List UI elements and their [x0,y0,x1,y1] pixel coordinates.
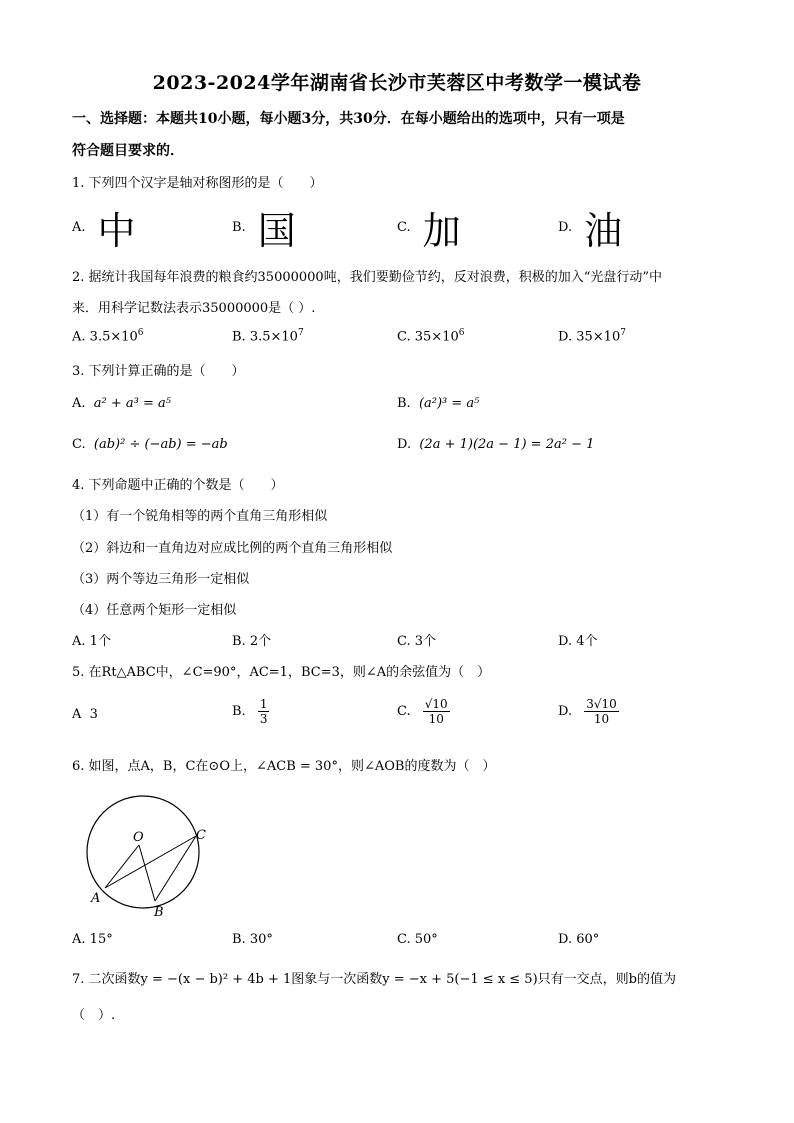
q6-stem: 6. 如图，点A，B，C在⊙O上，∠ACB = 30°，则∠AOB的度数为（ ） [72,759,496,774]
section-heading-line1: 一、选择题：本题共10小题，每小题3分，共30分．在每小题给出的选项中，只有一项是 [72,111,625,127]
segment-oa [105,845,139,888]
q1-stem: 1. 下列四个汉字是轴对称图形的是（ ） [72,176,323,191]
q4-stem: 4. 下列命题中正确的个数是（ ） [72,478,284,493]
q4-item-3: （3）两个等边三角形一定相似 [72,572,250,587]
q1-option-c-char: 加 [422,209,461,253]
q2-option-c: C. $35\times 10^6$ [397,328,465,345]
q3-option-b: B. (a²)³ = a⁵ [397,396,480,411]
q6-option-a: A. 15° [72,932,113,947]
q6-circle-figure [75,790,215,920]
q3-option-c: C. (ab)² ÷ (−ab) = −ab [72,437,228,452]
q2-option-b: B. $3.5\times 10^7$ [232,328,304,345]
page-title: 2023-2024学年湖南省长沙市芙蓉区中考数学一模试卷 [152,72,642,94]
q4-item-1: （1）有一个锐角相等的两个直角三角形相似 [72,509,328,524]
q5-option-b: B. $\frac{1}{3}$ [232,697,268,726]
q2-stem-line2: 来．用科学记数法表示35000000是（ ）. [72,301,316,316]
segment-bc [155,836,196,901]
segment-ac [105,836,196,888]
q4-option-c: C. 3个 [397,634,437,649]
q5-option-c: C. $\frac{√10}{10}$ [397,697,448,726]
label-a: A [91,891,101,906]
q4-item-2: （2）斜边和一直角边对应成比例的两个直角三角形相似 [72,541,393,556]
q2-stem-line1: 2. 据统计我国每年浪费的粮食约35000000吨，我们要勤俭节约，反对浪费，积极的加入“光盘行动”中 [72,270,662,285]
q3-option-a: A. a² + a³ = a⁵ [72,396,171,411]
q1-option-d-char: 油 [584,209,623,253]
q2-option-d: D. $35\times 10^7$ [558,328,626,345]
q5-option-a: A 3 [72,707,98,722]
label-c: C [196,828,206,843]
q6-option-b: B. 30° [232,932,273,947]
label-o: O [133,830,144,845]
q1-option-b-char: 国 [257,209,296,253]
q7-stem-line2: （ ）. [72,1008,116,1023]
q4-option-d: D. 4个 [558,634,598,649]
q2-option-a: A. $3.5\times 10^6$ [72,328,144,345]
section-heading-line2: 符合题目要求的． [72,143,184,159]
q1-option-a-char: 中 [97,209,136,253]
circle-o [87,796,199,908]
q5-option-d-fraction: $\frac{3√10}{10}$ [586,697,617,726]
q4-item-4: （4）任意两个矩形一定相似 [72,603,237,618]
segment-ob [139,845,155,901]
q5-option-c-fraction: $\frac{√10}{10}$ [424,697,448,726]
q1-option-d: D. 油 [558,209,623,253]
q1-option-c: C. 加 [397,209,461,253]
q7-stem-line1: 7. 二次函数y = −(x − b)² + 4b + 1图象与一次函数y = −x + 5(−1 ≤ x ≤ 5)只有一交点，则b的值为 [72,972,676,987]
q4-option-a: A. 1个 [72,634,111,649]
q6-option-d: D. 60° [558,932,600,947]
q3-option-d: D. (2a + 1)(2a − 1) = 2a² − 1 [397,437,595,452]
q5-option-b-fraction: $\frac{1}{3}$ [259,697,268,726]
q5-option-d: D. $\frac{3√10}{10}$ [558,697,617,726]
q6-option-c: C. 50° [397,932,438,947]
label-b: B [154,905,164,920]
q1-option-b: B. 国 [232,209,296,253]
q1-option-a: A. 中 [72,209,136,253]
q5-stem: 5. 在Rt△ABC中，∠C=90°，AC=1，BC=3，则∠A的余弦值为（ ） [72,665,491,680]
q3-stem: 3. 下列计算正确的是（ ） [72,364,245,379]
q4-option-b: B. 2个 [232,634,272,649]
